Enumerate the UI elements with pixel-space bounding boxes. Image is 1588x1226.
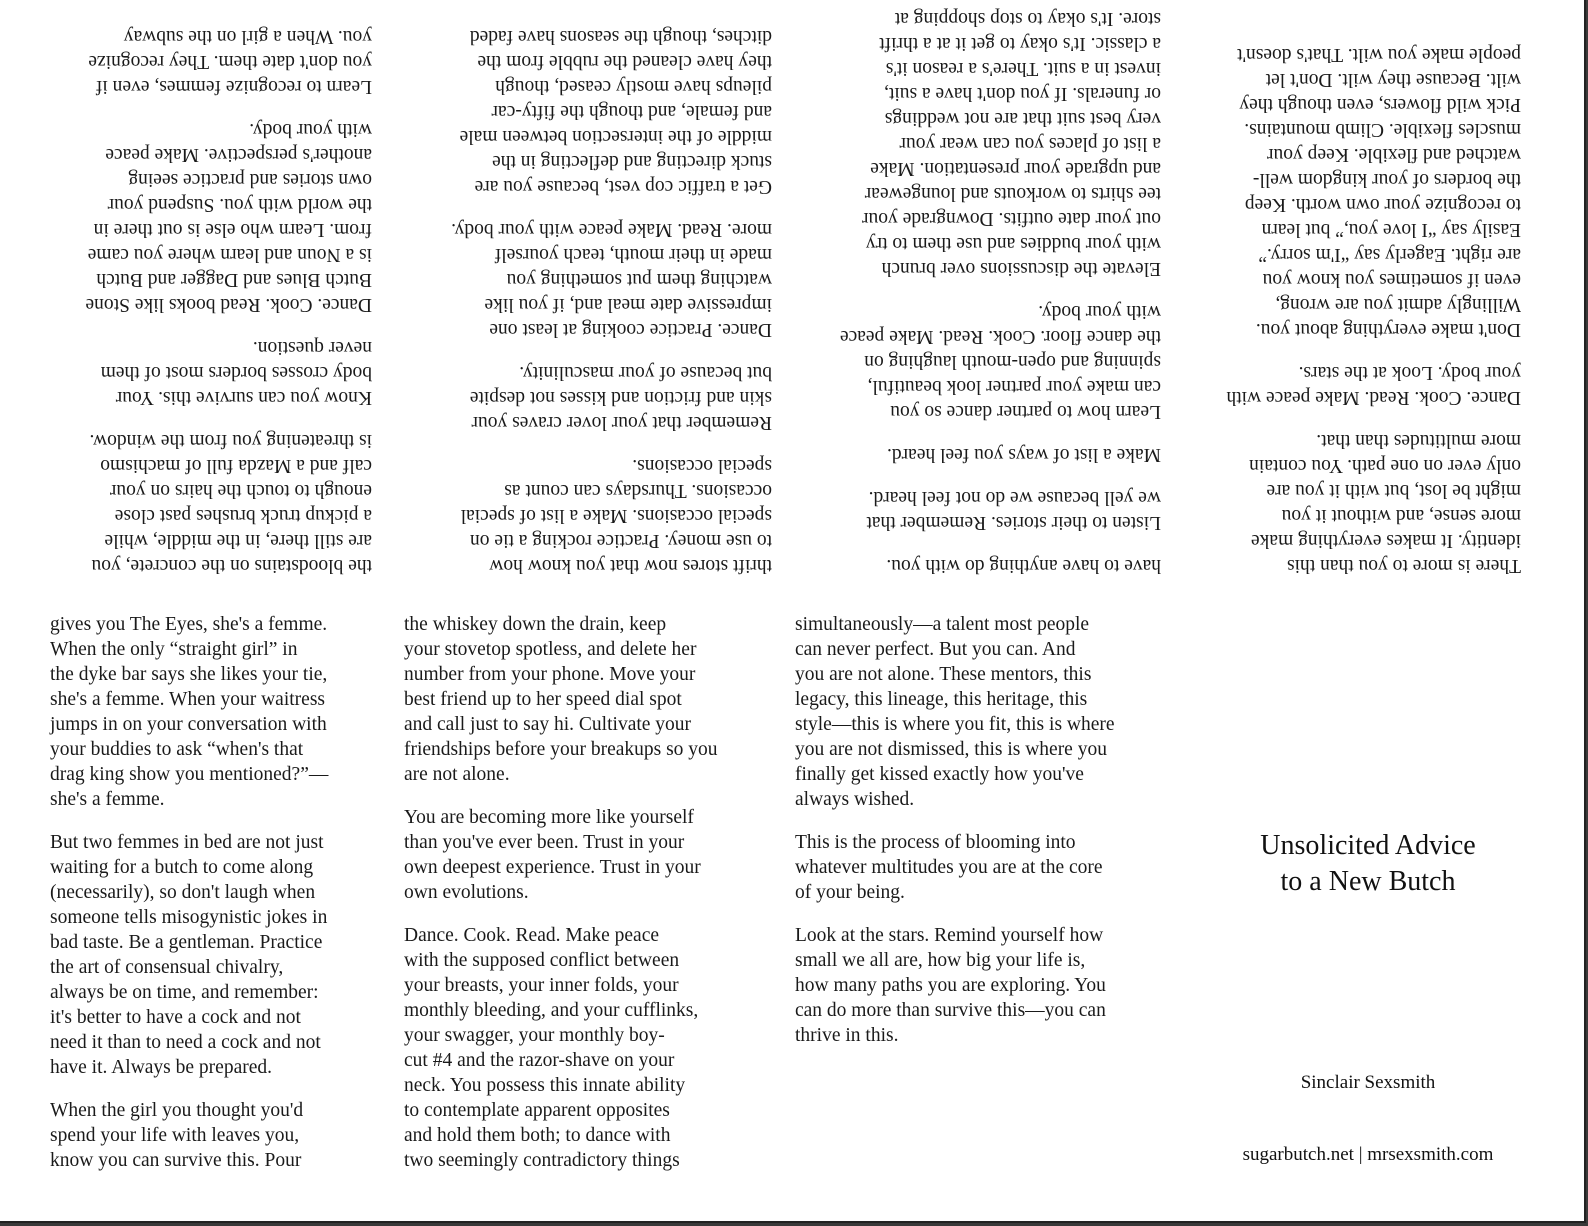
paragraph xyxy=(1185,428,1521,578)
paragraph xyxy=(795,923,1175,1048)
text-line: are still there, in the middle, while xyxy=(104,530,372,551)
text-line: best friend up to her speed dial spot xyxy=(404,689,682,710)
text-line: your stovetop spotless, and delete her xyxy=(404,639,697,660)
text-line: more. Read. Make peace with your body. xyxy=(451,219,772,240)
text-line: can never perfect. But you can. And xyxy=(795,639,1076,660)
text-line: identity. It makes everything make xyxy=(1250,530,1521,551)
text-line: of your being. xyxy=(795,882,905,903)
text-line: always be on time, and remember: xyxy=(50,982,319,1003)
text-line: it's better to have a cock and not xyxy=(50,1007,301,1028)
text-column-1 xyxy=(50,612,390,1191)
paragraph xyxy=(404,923,784,1173)
text-line: but because of your masculinity. xyxy=(519,362,772,383)
text-line: to recognize your own worth. Keep xyxy=(1244,194,1521,215)
text-line: you. When a girl on the subway xyxy=(123,26,372,47)
paragraph xyxy=(795,485,1161,535)
paragraph xyxy=(47,335,372,410)
title-line-1: Unsolicited Advice xyxy=(1260,830,1476,861)
text-line: we yell because we do not feel heard. xyxy=(868,487,1161,508)
text-line: legacy, this lineage, this heritage, this xyxy=(795,689,1088,710)
text-line: Look at the stars. Remind yourself how xyxy=(795,925,1104,946)
text-line: Make a list of ways you feel heard. xyxy=(887,444,1161,465)
text-line: skin and friction and kisses not despite xyxy=(469,387,772,408)
text-line: need it than to need a cock and not xyxy=(50,1032,321,1053)
text-line: the dyke bar says she likes your tie, xyxy=(50,664,328,685)
text-line: Remember that your lover craves your xyxy=(471,412,772,433)
paragraph xyxy=(47,24,372,99)
text-line: cut #4 and the razor-shave on your xyxy=(404,1050,675,1071)
text-column-2 xyxy=(404,612,784,1191)
text-line: style—this is where you fit, this is where xyxy=(795,714,1115,735)
text-line: Get a traffic cop vest, because you are xyxy=(474,176,772,197)
text-line: the world with you. Suspend your xyxy=(107,194,372,215)
text-line: own evolutions. xyxy=(404,882,529,903)
text-line: can make your partner look beautiful, xyxy=(867,376,1161,397)
text-line: people make you wilt. That's doesn't xyxy=(1237,44,1521,65)
text-line: Dance. Practice cooking at least one xyxy=(489,319,772,340)
text-line: you don't date them. They recognize xyxy=(88,51,372,72)
text-line: is a Noun and learn where you came xyxy=(87,244,372,265)
text-line: and female, and though the fifty-car xyxy=(491,101,772,122)
text-line: tee shirts to workouts and loungewear xyxy=(864,183,1161,204)
text-line: with your body. xyxy=(1038,301,1161,322)
text-line: a list of places you can wear your xyxy=(899,133,1161,154)
text-line: thrift stores now that you know how xyxy=(489,555,772,576)
text-line: the whiskey down the drain, keep xyxy=(404,614,667,635)
text-line: Dance. Cook. Read. Make peace xyxy=(404,925,660,946)
text-line: friendships before your breakups so you xyxy=(404,739,718,760)
text-line: Pick wild flowers, even though they xyxy=(1239,94,1521,115)
text-line: only ever on one path. You contain xyxy=(1249,455,1521,476)
text-line: occasions. Thursdays can count as xyxy=(504,480,772,501)
text-line: ditches, though the seasons have faded xyxy=(469,26,772,47)
paragraph xyxy=(795,299,1161,424)
text-line: neck. You possess this innate ability xyxy=(404,1075,686,1096)
text-line: to contemplate apparent opposites xyxy=(404,1100,670,1121)
text-line: special occasions. Make a list of special xyxy=(460,505,772,526)
text-line: and hold them both; to dance with xyxy=(404,1125,671,1146)
text-line: another's perspective. Make peace xyxy=(105,144,372,165)
text-line: or funerals. If you don't have a suit, xyxy=(884,83,1161,104)
text-line: the dance floor. Cook. Read. Make peace xyxy=(839,326,1161,347)
paragraph xyxy=(410,360,772,435)
text-line: never question. xyxy=(252,337,372,358)
text-line: middle of the intersection between male xyxy=(459,126,772,147)
text-line: know you can survive this. Pour xyxy=(50,1150,302,1171)
author-name: Sinclair Sexsmith xyxy=(1300,1072,1436,1093)
paragraph xyxy=(795,442,1161,467)
text-line: you are not dismissed, this is where you xyxy=(795,739,1107,760)
text-line: have it. Always be prepared. xyxy=(50,1057,273,1078)
text-line: Easily say “I love you,” but learn xyxy=(1261,219,1521,240)
text-line: There is more to you than this xyxy=(1287,555,1521,576)
text-line: with your body. xyxy=(249,119,372,140)
text-line: When the girl you thought you'd xyxy=(50,1100,304,1121)
text-line: they have cleaned the rubble from the xyxy=(477,51,772,72)
text-line: Butch Blues and Dagger and Butch xyxy=(96,269,372,290)
paragraph xyxy=(47,117,372,317)
text-line: special occasions. xyxy=(632,455,772,476)
upside-down-column-1 xyxy=(47,0,372,578)
paragraph xyxy=(795,6,1161,281)
cover-title xyxy=(1190,828,1546,900)
text-line: small we all are, how big your life is, xyxy=(795,950,1086,971)
text-line: she's a femme. When your waitress xyxy=(50,689,325,710)
text-line: watching them put something you xyxy=(506,269,772,290)
text-line: even if sometimes you know you xyxy=(1262,269,1521,290)
text-line: is threatening you from the window. xyxy=(89,430,372,451)
text-line: are right. Eagerly say “I'm sorry.” xyxy=(1258,244,1521,265)
text-line: waiting for a butch to come along xyxy=(50,857,314,878)
text-line: muscles flexible. Climb mountains. xyxy=(1244,119,1521,140)
paragraph xyxy=(47,428,372,578)
text-line: spend your life with leaves you, xyxy=(50,1125,300,1146)
text-line: wilt. Because they wilt. Don't let xyxy=(1265,69,1521,90)
text-line: can do more than survive this—you can xyxy=(795,1000,1106,1021)
text-line: than you've ever been. Trust in your xyxy=(404,832,685,853)
text-line: bad taste. Be a gentleman. Practice xyxy=(50,932,323,953)
paragraph xyxy=(410,453,772,578)
paragraph xyxy=(404,612,784,787)
paragraph xyxy=(410,24,772,199)
text-line: number from your phone. Move your xyxy=(404,664,696,685)
text-line: always wished. xyxy=(795,789,915,810)
text-line: stuck directing and deflecting in the xyxy=(492,151,772,172)
text-line: out your date outfits. Downgrade your xyxy=(862,208,1161,229)
text-line: the art of consensual chivalry, xyxy=(50,957,284,978)
text-line: Elevate the discussions over brunch xyxy=(881,258,1161,279)
text-line: your breasts, your inner folds, your xyxy=(404,975,679,996)
website-links: sugarbutch.net | mrsexsmith.com xyxy=(1242,1144,1494,1165)
text-line: store. It's okay to stop shopping at xyxy=(894,8,1161,29)
text-line: your swagger, your monthly boy- xyxy=(404,1025,665,1046)
paragraph xyxy=(795,830,1175,905)
text-line: very best suit that are not weddings xyxy=(884,108,1161,129)
text-line: your buddies to ask “when's that xyxy=(50,739,304,760)
text-column-3 xyxy=(795,612,1175,1066)
text-line: with the supposed conflict between xyxy=(404,950,680,971)
text-line: finally get kissed exactly how you've xyxy=(795,764,1084,785)
text-line: and call just to say hi. Cultivate your xyxy=(404,714,692,735)
text-line: the bloodstains on the concrete, you xyxy=(91,555,372,576)
text-line: a classic. It's okay to get it at a thrift xyxy=(879,33,1161,54)
text-line: enough to touch the hairs on your xyxy=(109,480,372,501)
text-line: You are becoming more like yourself xyxy=(404,807,694,828)
upside-down-column-4 xyxy=(1185,0,1521,578)
paragraph xyxy=(50,1098,390,1173)
text-line: how many paths you are exploring. You xyxy=(795,975,1106,996)
text-line: are not alone. xyxy=(404,764,510,785)
paragraph xyxy=(410,217,772,342)
text-line: Learn how to partner dance so you xyxy=(890,401,1161,422)
text-line: two seemingly contradictory things xyxy=(404,1150,680,1171)
text-line: invest in a suit. There's a reason it's xyxy=(885,58,1161,79)
text-line: Listen to their stories. Remember that xyxy=(866,512,1161,533)
text-line: from. Learn who else is out there in xyxy=(93,219,372,240)
text-line: When the only “straight girl” in xyxy=(50,639,298,660)
upside-down-column-3 xyxy=(795,0,1161,578)
text-line: drag king show you mentioned?”— xyxy=(50,764,329,785)
text-line: watched and flexible. Keep your xyxy=(1267,144,1521,165)
text-line: she's a femme. xyxy=(50,789,165,810)
text-line: might be lost, but with it you are xyxy=(1266,480,1521,501)
text-line: body crosses borders most of them xyxy=(100,362,372,383)
paragraph xyxy=(1185,360,1521,410)
text-line: calf and a Mazda full of machismo xyxy=(100,455,372,476)
title-line-2: to a New Butch xyxy=(1280,866,1456,897)
text-line: more sense, and without it you xyxy=(1281,505,1521,526)
text-line: with your buddies and use them to try xyxy=(865,233,1161,254)
text-line: your body. Look at the stars. xyxy=(1298,362,1521,383)
text-line: monthly bleeding, and your cufflinks, xyxy=(404,1000,699,1021)
text-line: spinning and open-mouth laughing on xyxy=(864,351,1161,372)
paragraph xyxy=(795,612,1175,812)
text-line: thrive in this. xyxy=(795,1025,899,1046)
text-line: jumps in on your conversation with xyxy=(50,714,327,735)
text-line: to use money. Practice rocking a tie on xyxy=(470,530,772,551)
text-line: pileups have mostly ceased, though xyxy=(495,76,772,97)
paragraph xyxy=(50,830,390,1080)
text-line: simultaneously—a talent most people xyxy=(795,614,1090,635)
text-line: own stories and practice seeing xyxy=(128,169,372,190)
paragraph xyxy=(795,553,1161,578)
text-line: Dance. Cook. Read. Make peace with xyxy=(1226,387,1521,408)
text-line: (necessarily), so don't laugh when xyxy=(50,882,316,903)
text-line: But two femmes in bed are not just xyxy=(50,832,324,853)
text-line: made in their mouth, teach yourself xyxy=(494,244,772,265)
text-line: impressive date meal and, if you like xyxy=(484,294,772,315)
text-line: you are not alone. These mentors, this xyxy=(795,664,1092,685)
text-line: the borders of your kingdom well- xyxy=(1252,169,1521,190)
text-line: whatever multitudes you are at the core xyxy=(795,857,1103,878)
text-line: Know you can survive this. Your xyxy=(115,387,372,408)
paragraph xyxy=(1185,42,1521,342)
text-line: someone tells misogynistic jokes in xyxy=(50,907,328,928)
text-line: a pickup truck brushes past close xyxy=(114,505,372,526)
paragraph xyxy=(50,612,390,812)
text-line: have to have anything do with you. xyxy=(886,555,1161,576)
text-line: and upgrade your presentation. Make xyxy=(870,158,1161,179)
text-line: This is the process of blooming into xyxy=(795,832,1076,853)
text-line: Dance. Cook. Read books like Stone xyxy=(85,294,372,315)
text-line: own deepest experience. Trust in your xyxy=(404,857,701,878)
text-line: Learn to recognize femmes, even if xyxy=(95,76,372,97)
paragraph xyxy=(404,805,784,905)
text-line: Willingly admit you are wrong, xyxy=(1275,294,1521,315)
text-line: more multitudes than that. xyxy=(1316,430,1521,451)
upside-down-column-2 xyxy=(410,0,772,578)
text-line: gives you The Eyes, she's a femme. xyxy=(50,614,328,635)
text-line: Don't make everything about you. xyxy=(1255,319,1521,340)
